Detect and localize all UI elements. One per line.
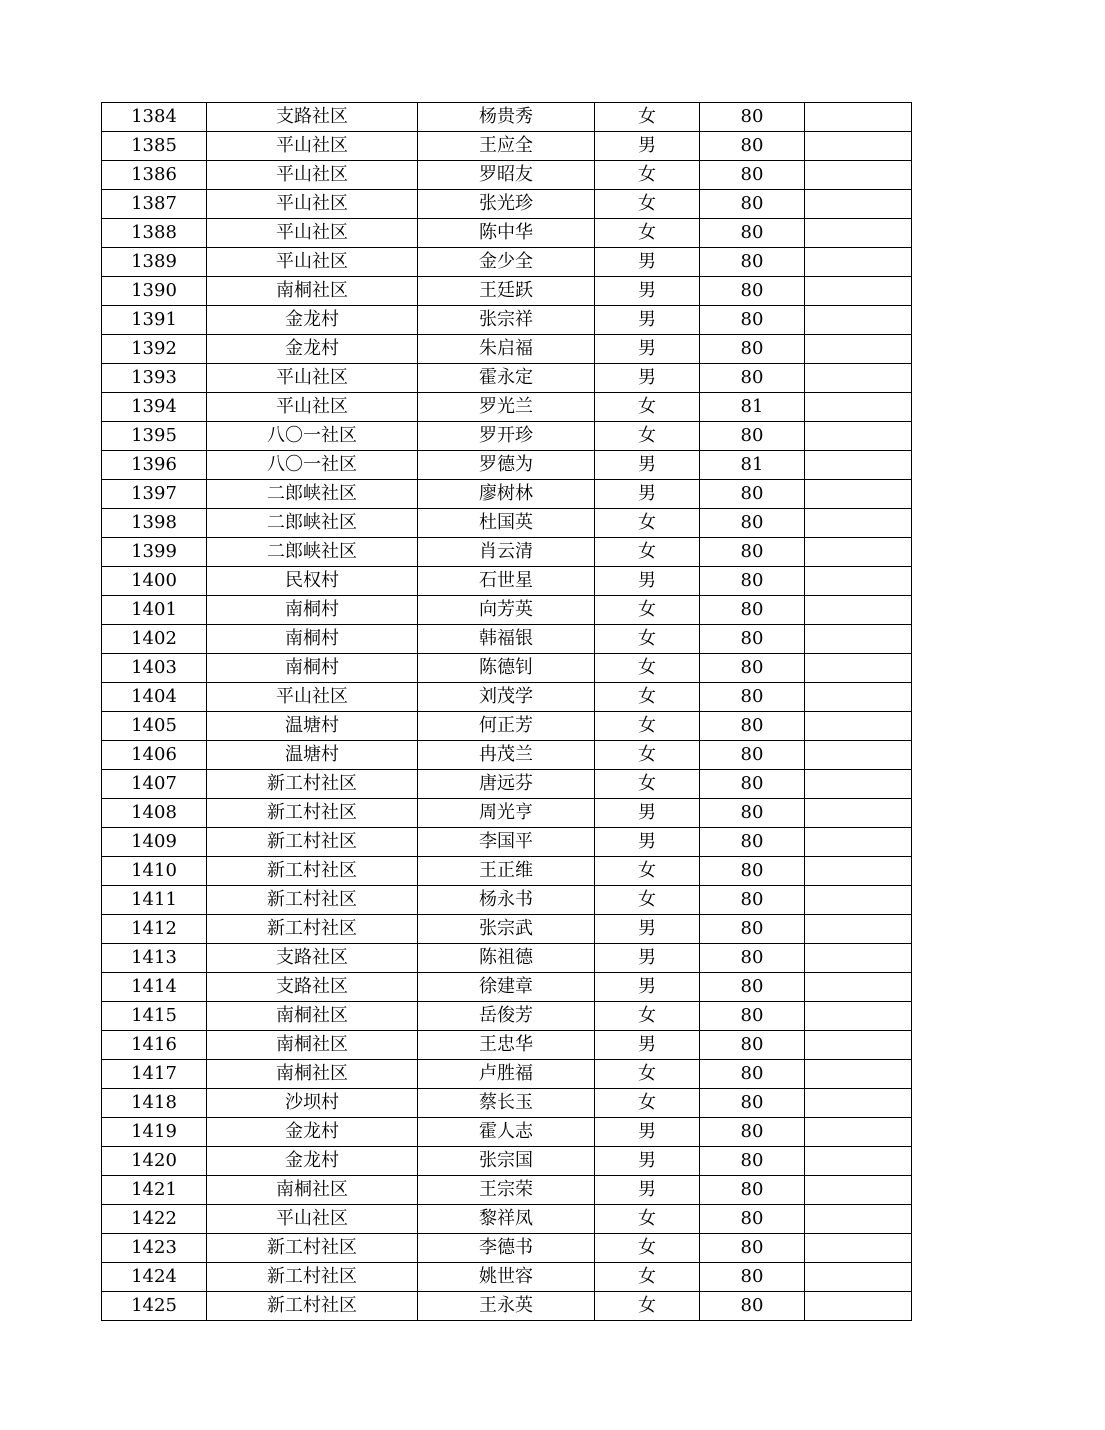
age-cell: 80 — [700, 538, 805, 567]
gender-cell: 女 — [595, 654, 700, 683]
gender-cell: 女 — [595, 538, 700, 567]
note-cell — [805, 799, 912, 828]
community-cell: 新工村社区 — [207, 886, 418, 915]
note-cell — [805, 1031, 912, 1060]
person-name-cell: 徐建章 — [418, 973, 595, 1002]
community-cell: 平山社区 — [207, 132, 418, 161]
table-row — [102, 509, 912, 538]
serial-number-cell: 1416 — [102, 1031, 207, 1060]
note-cell — [805, 1263, 912, 1292]
age-cell: 80 — [700, 741, 805, 770]
serial-number-cell: 1390 — [102, 277, 207, 306]
age-cell: 80 — [700, 1176, 805, 1205]
person-name-cell: 廖树林 — [418, 480, 595, 509]
person-name-cell: 石世星 — [418, 567, 595, 596]
table-row — [102, 306, 912, 335]
community-cell: 温塘村 — [207, 741, 418, 770]
serial-number-cell: 1386 — [102, 161, 207, 190]
table-row — [102, 857, 912, 886]
serial-number-cell: 1389 — [102, 248, 207, 277]
serial-number-cell: 1425 — [102, 1292, 207, 1321]
gender-cell: 男 — [595, 567, 700, 596]
serial-number-cell: 1394 — [102, 393, 207, 422]
age-cell: 80 — [700, 190, 805, 219]
note-cell — [805, 1147, 912, 1176]
person-name-cell: 岳俊芳 — [418, 1002, 595, 1031]
serial-number-cell: 1421 — [102, 1176, 207, 1205]
serial-number-cell: 1400 — [102, 567, 207, 596]
table-row — [102, 1292, 912, 1321]
age-cell: 80 — [700, 712, 805, 741]
note-cell — [805, 944, 912, 973]
note-cell — [805, 422, 912, 451]
community-cell: 支路社区 — [207, 973, 418, 1002]
age-cell: 80 — [700, 973, 805, 1002]
person-name-cell: 杨永书 — [418, 886, 595, 915]
gender-cell: 男 — [595, 335, 700, 364]
note-cell — [805, 1089, 912, 1118]
gender-cell: 男 — [595, 1118, 700, 1147]
serial-number-cell: 1401 — [102, 596, 207, 625]
community-cell: 南桐社区 — [207, 1060, 418, 1089]
age-cell: 80 — [700, 625, 805, 654]
gender-cell: 女 — [595, 1234, 700, 1263]
person-name-cell: 张宗祥 — [418, 306, 595, 335]
community-cell: 平山社区 — [207, 161, 418, 190]
serial-number-cell: 1385 — [102, 132, 207, 161]
table-row — [102, 277, 912, 306]
age-cell: 80 — [700, 422, 805, 451]
table-row — [102, 1002, 912, 1031]
note-cell — [805, 480, 912, 509]
note-cell — [805, 1176, 912, 1205]
community-cell: 支路社区 — [207, 103, 418, 132]
age-cell: 80 — [700, 857, 805, 886]
age-cell: 81 — [700, 451, 805, 480]
person-name-cell: 陈祖德 — [418, 944, 595, 973]
gender-cell: 男 — [595, 944, 700, 973]
gender-cell: 女 — [595, 770, 700, 799]
person-name-cell: 李德书 — [418, 1234, 595, 1263]
serial-number-cell: 1406 — [102, 741, 207, 770]
serial-number-cell: 1412 — [102, 915, 207, 944]
age-cell: 80 — [700, 132, 805, 161]
gender-cell: 男 — [595, 277, 700, 306]
person-name-cell: 张宗武 — [418, 915, 595, 944]
person-name-cell: 罗昭友 — [418, 161, 595, 190]
table-row — [102, 944, 912, 973]
community-cell: 温塘村 — [207, 712, 418, 741]
age-cell: 80 — [700, 596, 805, 625]
table-row — [102, 161, 912, 190]
note-cell — [805, 538, 912, 567]
table-row — [102, 770, 912, 799]
age-cell: 80 — [700, 219, 805, 248]
serial-number-cell: 1415 — [102, 1002, 207, 1031]
gender-cell: 女 — [595, 103, 700, 132]
serial-number-cell: 1397 — [102, 480, 207, 509]
age-cell: 80 — [700, 1002, 805, 1031]
serial-number-cell: 1405 — [102, 712, 207, 741]
note-cell — [805, 683, 912, 712]
gender-cell: 女 — [595, 1292, 700, 1321]
note-cell — [805, 248, 912, 277]
serial-number-cell: 1403 — [102, 654, 207, 683]
age-cell: 80 — [700, 509, 805, 538]
person-name-cell: 王永英 — [418, 1292, 595, 1321]
person-name-cell: 陈中华 — [418, 219, 595, 248]
note-cell — [805, 857, 912, 886]
note-cell — [805, 973, 912, 1002]
serial-number-cell: 1414 — [102, 973, 207, 1002]
community-cell: 民权村 — [207, 567, 418, 596]
gender-cell: 女 — [595, 161, 700, 190]
person-name-cell: 李国平 — [418, 828, 595, 857]
roster-body — [102, 103, 912, 1321]
table-row — [102, 625, 912, 654]
table-row — [102, 567, 912, 596]
gender-cell: 女 — [595, 741, 700, 770]
note-cell — [805, 625, 912, 654]
age-cell: 80 — [700, 828, 805, 857]
gender-cell: 女 — [595, 1089, 700, 1118]
table-row — [102, 364, 912, 393]
note-cell — [805, 277, 912, 306]
table-row — [102, 132, 912, 161]
community-cell: 平山社区 — [207, 248, 418, 277]
gender-cell: 男 — [595, 248, 700, 277]
gender-cell: 男 — [595, 306, 700, 335]
age-cell: 80 — [700, 248, 805, 277]
serial-number-cell: 1404 — [102, 683, 207, 712]
community-cell: 平山社区 — [207, 219, 418, 248]
gender-cell: 女 — [595, 1263, 700, 1292]
age-cell: 80 — [700, 364, 805, 393]
gender-cell: 男 — [595, 1176, 700, 1205]
age-cell: 80 — [700, 567, 805, 596]
gender-cell: 男 — [595, 915, 700, 944]
community-cell: 八〇一社区 — [207, 422, 418, 451]
community-cell: 南桐村 — [207, 596, 418, 625]
community-cell: 平山社区 — [207, 393, 418, 422]
community-cell: 金龙村 — [207, 335, 418, 364]
age-cell: 80 — [700, 161, 805, 190]
age-cell: 80 — [700, 770, 805, 799]
note-cell — [805, 886, 912, 915]
note-cell — [805, 828, 912, 857]
gender-cell: 女 — [595, 712, 700, 741]
community-cell: 新工村社区 — [207, 857, 418, 886]
table-row — [102, 190, 912, 219]
community-cell: 新工村社区 — [207, 915, 418, 944]
person-name-cell: 韩福银 — [418, 625, 595, 654]
serial-number-cell: 1422 — [102, 1205, 207, 1234]
gender-cell: 男 — [595, 451, 700, 480]
serial-number-cell: 1408 — [102, 799, 207, 828]
person-name-cell: 黎祥凤 — [418, 1205, 595, 1234]
community-cell: 金龙村 — [207, 306, 418, 335]
note-cell — [805, 103, 912, 132]
community-cell: 平山社区 — [207, 1205, 418, 1234]
community-cell: 沙坝村 — [207, 1089, 418, 1118]
age-cell: 80 — [700, 480, 805, 509]
table-row — [102, 480, 912, 509]
serial-number-cell: 1391 — [102, 306, 207, 335]
table-row — [102, 886, 912, 915]
roster-table — [101, 102, 912, 1321]
note-cell — [805, 1002, 912, 1031]
serial-number-cell: 1411 — [102, 886, 207, 915]
person-name-cell: 罗德为 — [418, 451, 595, 480]
table-row — [102, 335, 912, 364]
gender-cell: 女 — [595, 393, 700, 422]
community-cell: 新工村社区 — [207, 799, 418, 828]
gender-cell: 女 — [595, 190, 700, 219]
table-row — [102, 915, 912, 944]
serial-number-cell: 1424 — [102, 1263, 207, 1292]
gender-cell: 女 — [595, 857, 700, 886]
serial-number-cell: 1398 — [102, 509, 207, 538]
serial-number-cell: 1388 — [102, 219, 207, 248]
person-name-cell: 霍永定 — [418, 364, 595, 393]
community-cell: 八〇一社区 — [207, 451, 418, 480]
gender-cell: 女 — [595, 683, 700, 712]
age-cell: 81 — [700, 393, 805, 422]
gender-cell: 男 — [595, 799, 700, 828]
age-cell: 80 — [700, 335, 805, 364]
serial-number-cell: 1407 — [102, 770, 207, 799]
community-cell: 二郎峡社区 — [207, 480, 418, 509]
serial-number-cell: 1418 — [102, 1089, 207, 1118]
gender-cell: 男 — [595, 480, 700, 509]
person-name-cell: 王忠华 — [418, 1031, 595, 1060]
person-name-cell: 王正维 — [418, 857, 595, 886]
table-row — [102, 741, 912, 770]
community-cell: 平山社区 — [207, 683, 418, 712]
age-cell: 80 — [700, 1089, 805, 1118]
gender-cell: 女 — [595, 219, 700, 248]
note-cell — [805, 1118, 912, 1147]
table-row — [102, 1263, 912, 1292]
person-name-cell: 杜国英 — [418, 509, 595, 538]
serial-number-cell: 1396 — [102, 451, 207, 480]
serial-number-cell: 1384 — [102, 103, 207, 132]
gender-cell: 男 — [595, 1031, 700, 1060]
table-row — [102, 1031, 912, 1060]
table-row — [102, 1147, 912, 1176]
age-cell: 80 — [700, 306, 805, 335]
table-row — [102, 799, 912, 828]
community-cell: 平山社区 — [207, 190, 418, 219]
person-name-cell: 霍人志 — [418, 1118, 595, 1147]
note-cell — [805, 219, 912, 248]
table-row — [102, 393, 912, 422]
age-cell: 80 — [700, 654, 805, 683]
serial-number-cell: 1410 — [102, 857, 207, 886]
serial-number-cell: 1423 — [102, 1234, 207, 1263]
note-cell — [805, 770, 912, 799]
person-name-cell: 罗光兰 — [418, 393, 595, 422]
person-name-cell: 罗开珍 — [418, 422, 595, 451]
community-cell: 南桐村 — [207, 625, 418, 654]
note-cell — [805, 132, 912, 161]
age-cell: 80 — [700, 1292, 805, 1321]
age-cell: 80 — [700, 1060, 805, 1089]
person-name-cell: 陈德钊 — [418, 654, 595, 683]
community-cell: 新工村社区 — [207, 828, 418, 857]
community-cell: 平山社区 — [207, 364, 418, 393]
note-cell — [805, 1205, 912, 1234]
note-cell — [805, 335, 912, 364]
note-cell — [805, 161, 912, 190]
note-cell — [805, 712, 912, 741]
gender-cell: 女 — [595, 1002, 700, 1031]
person-name-cell: 肖云清 — [418, 538, 595, 567]
community-cell: 南桐社区 — [207, 1031, 418, 1060]
note-cell — [805, 306, 912, 335]
serial-number-cell: 1387 — [102, 190, 207, 219]
table-row — [102, 219, 912, 248]
note-cell — [805, 741, 912, 770]
table-row — [102, 103, 912, 132]
serial-number-cell: 1417 — [102, 1060, 207, 1089]
community-cell: 南桐社区 — [207, 1002, 418, 1031]
person-name-cell: 张光珍 — [418, 190, 595, 219]
gender-cell: 男 — [595, 973, 700, 1002]
serial-number-cell: 1395 — [102, 422, 207, 451]
serial-number-cell: 1399 — [102, 538, 207, 567]
person-name-cell: 张宗国 — [418, 1147, 595, 1176]
age-cell: 80 — [700, 799, 805, 828]
person-name-cell: 周光亨 — [418, 799, 595, 828]
age-cell: 80 — [700, 683, 805, 712]
community-cell: 南桐社区 — [207, 1176, 418, 1205]
community-cell: 新工村社区 — [207, 1292, 418, 1321]
age-cell: 80 — [700, 1147, 805, 1176]
serial-number-cell: 1393 — [102, 364, 207, 393]
gender-cell: 男 — [595, 364, 700, 393]
table-row — [102, 1176, 912, 1205]
note-cell — [805, 509, 912, 538]
note-cell — [805, 654, 912, 683]
table-row — [102, 422, 912, 451]
age-cell: 80 — [700, 1234, 805, 1263]
gender-cell: 女 — [595, 422, 700, 451]
age-cell: 80 — [700, 1118, 805, 1147]
table-row — [102, 683, 912, 712]
table-row — [102, 451, 912, 480]
community-cell: 金龙村 — [207, 1147, 418, 1176]
age-cell: 80 — [700, 944, 805, 973]
gender-cell: 女 — [595, 886, 700, 915]
note-cell — [805, 190, 912, 219]
community-cell: 金龙村 — [207, 1118, 418, 1147]
gender-cell: 男 — [595, 1147, 700, 1176]
serial-number-cell: 1413 — [102, 944, 207, 973]
table-row — [102, 973, 912, 1002]
person-name-cell: 王宗荣 — [418, 1176, 595, 1205]
gender-cell: 女 — [595, 625, 700, 654]
note-cell — [805, 1060, 912, 1089]
note-cell — [805, 1234, 912, 1263]
table-row — [102, 828, 912, 857]
table-row — [102, 1205, 912, 1234]
table-row — [102, 654, 912, 683]
age-cell: 80 — [700, 103, 805, 132]
note-cell — [805, 393, 912, 422]
person-name-cell: 刘茂学 — [418, 683, 595, 712]
person-name-cell: 朱启福 — [418, 335, 595, 364]
person-name-cell: 向芳英 — [418, 596, 595, 625]
community-cell: 新工村社区 — [207, 770, 418, 799]
person-name-cell: 蔡长玉 — [418, 1089, 595, 1118]
note-cell — [805, 451, 912, 480]
serial-number-cell: 1420 — [102, 1147, 207, 1176]
table-row — [102, 1060, 912, 1089]
person-name-cell: 冉茂兰 — [418, 741, 595, 770]
person-name-cell: 王应全 — [418, 132, 595, 161]
community-cell: 支路社区 — [207, 944, 418, 973]
person-name-cell: 王廷跃 — [418, 277, 595, 306]
note-cell — [805, 915, 912, 944]
person-name-cell: 卢胜福 — [418, 1060, 595, 1089]
serial-number-cell: 1392 — [102, 335, 207, 364]
person-name-cell: 何正芳 — [418, 712, 595, 741]
community-cell: 南桐村 — [207, 654, 418, 683]
age-cell: 80 — [700, 1263, 805, 1292]
community-cell: 二郎峡社区 — [207, 538, 418, 567]
serial-number-cell: 1402 — [102, 625, 207, 654]
note-cell — [805, 596, 912, 625]
gender-cell: 女 — [595, 596, 700, 625]
community-cell: 南桐社区 — [207, 277, 418, 306]
gender-cell: 男 — [595, 132, 700, 161]
gender-cell: 男 — [595, 828, 700, 857]
age-cell: 80 — [700, 1031, 805, 1060]
person-name-cell: 杨贵秀 — [418, 103, 595, 132]
person-name-cell: 唐远芬 — [418, 770, 595, 799]
age-cell: 80 — [700, 915, 805, 944]
table-row — [102, 248, 912, 277]
table-row — [102, 1089, 912, 1118]
note-cell — [805, 1292, 912, 1321]
note-cell — [805, 567, 912, 596]
age-cell: 80 — [700, 886, 805, 915]
gender-cell: 女 — [595, 1060, 700, 1089]
table-row — [102, 712, 912, 741]
gender-cell: 女 — [595, 509, 700, 538]
community-cell: 新工村社区 — [207, 1234, 418, 1263]
serial-number-cell: 1419 — [102, 1118, 207, 1147]
note-cell — [805, 364, 912, 393]
age-cell: 80 — [700, 277, 805, 306]
person-name-cell: 金少全 — [418, 248, 595, 277]
gender-cell: 女 — [595, 1205, 700, 1234]
table-row — [102, 538, 912, 567]
person-name-cell: 姚世容 — [418, 1263, 595, 1292]
table-row — [102, 1118, 912, 1147]
table-row — [102, 596, 912, 625]
table-row — [102, 1234, 912, 1263]
community-cell: 二郎峡社区 — [207, 509, 418, 538]
community-cell: 新工村社区 — [207, 1263, 418, 1292]
age-cell: 80 — [700, 1205, 805, 1234]
serial-number-cell: 1409 — [102, 828, 207, 857]
